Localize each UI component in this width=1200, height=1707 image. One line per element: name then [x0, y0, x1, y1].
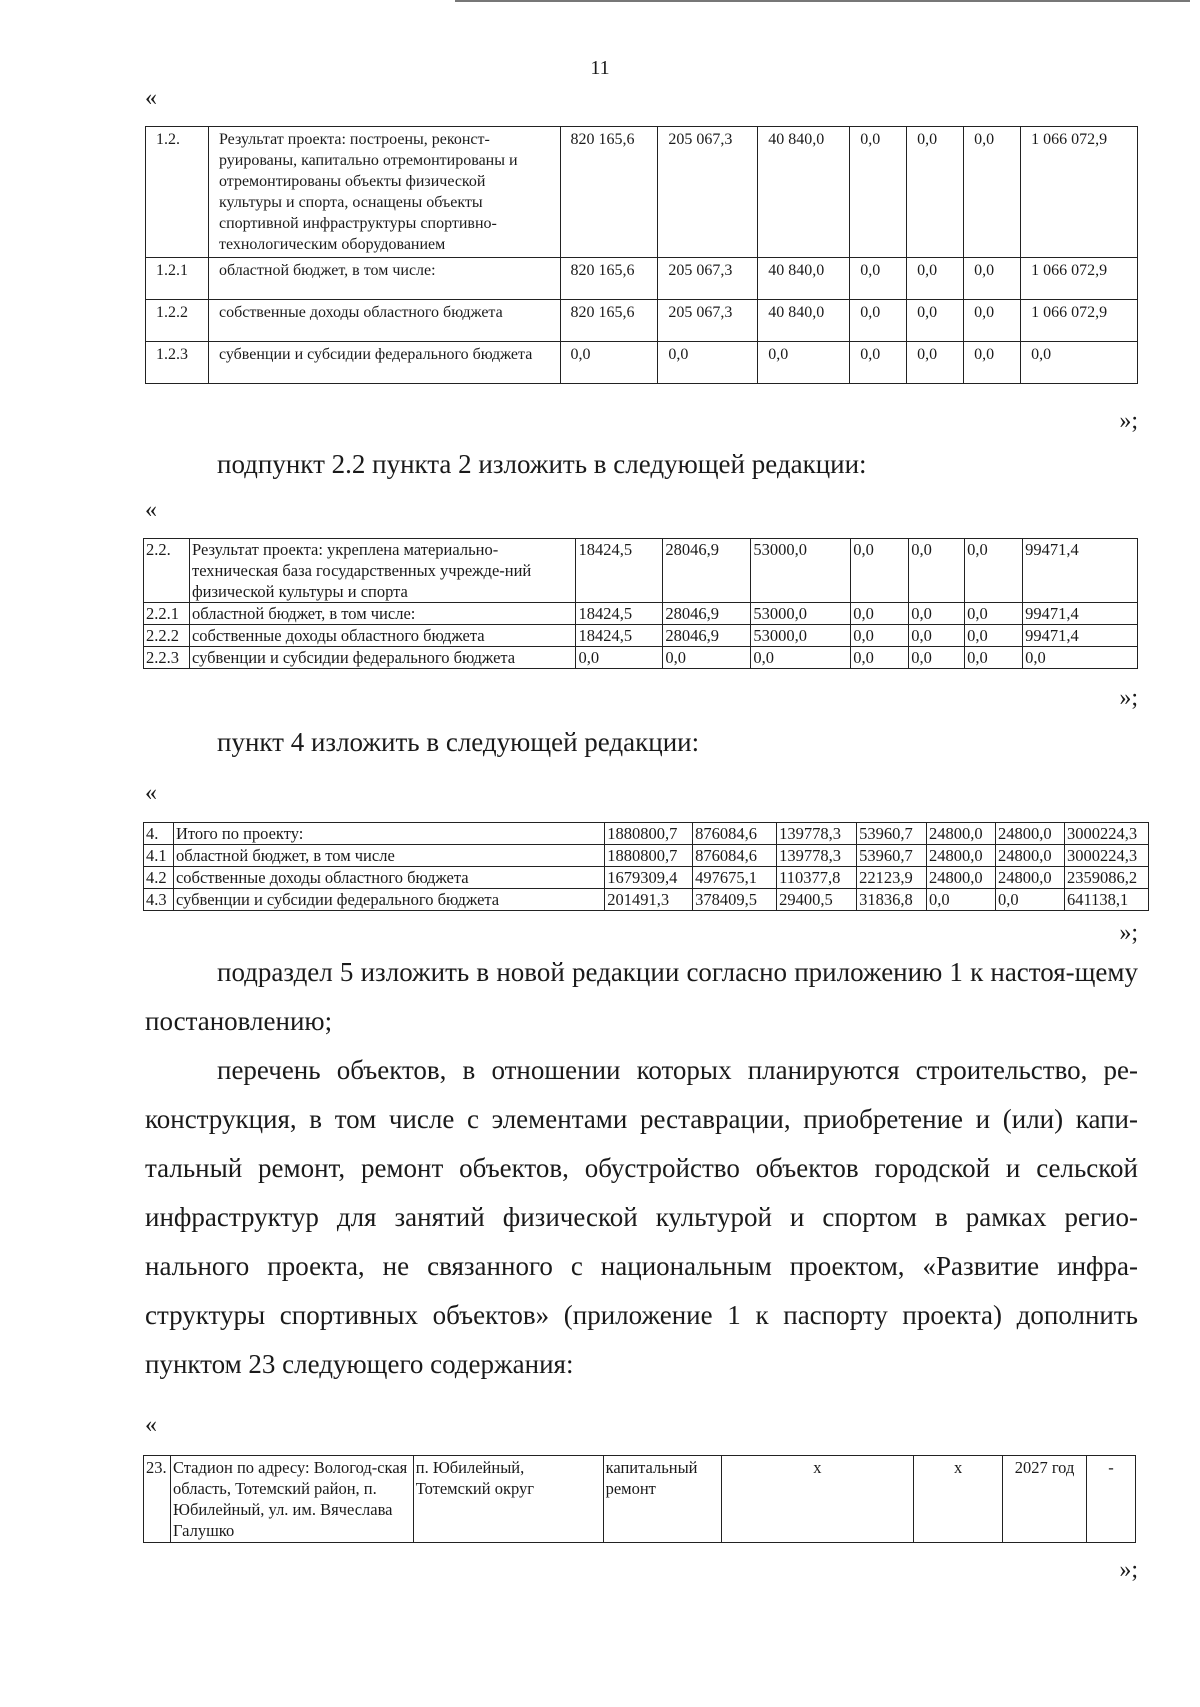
value-cell: 0,0 — [663, 647, 751, 669]
table-row — [144, 1456, 1136, 1543]
value-cell: 1 066 072,9 — [1021, 300, 1138, 342]
table-object-23 — [143, 1455, 1136, 1543]
table-row — [146, 127, 1138, 258]
value-cell: 0,0 — [907, 127, 964, 258]
value-cell: 40 840,0 — [758, 127, 850, 258]
value-cell: 139778,3 — [777, 845, 857, 867]
value-cell: 1 066 072,9 — [1021, 258, 1138, 300]
value-cell: 0,0 — [576, 647, 663, 669]
row-label: субвенции и субсидии федерального бюджета — [208, 342, 560, 384]
paragraph-line: инфраструктур для занятий физической культурой и спортом в рамках регио- — [145, 1202, 1138, 1232]
value-cell: 3000224,3 — [1064, 845, 1148, 867]
table-result-1-2 — [145, 126, 1138, 384]
table-result-2-2 — [143, 538, 1138, 669]
value-cell: 0,0 — [658, 342, 758, 384]
value-cell: 0,0 — [965, 603, 1023, 625]
table-row — [146, 300, 1138, 342]
page-number: 11 — [590, 57, 610, 79]
row-label: субвенции и субсидии федерального бюджета — [189, 647, 575, 669]
table-row — [144, 823, 1149, 845]
value-cell: 53960,7 — [857, 845, 927, 867]
value-cell: 0,0 — [964, 342, 1021, 384]
paragraph-line: структуры спортивных объектов» (приложение 1 к паспорту проекта) дополнить — [145, 1300, 1138, 1330]
value-cell: 18424,5 — [576, 625, 663, 647]
row-label: Результат проекта: укреплена материально-техническая база государственных учрежде-ний физической культуры и спорта — [189, 539, 575, 603]
value-cell: 24800,0 — [996, 867, 1065, 889]
instruction-subsection-5: подраздел 5 изложить в новой редакции согласно приложению 1 к настоя-щему постановлению; — [145, 957, 1138, 1036]
value-cell: 0,0 — [851, 625, 909, 647]
value-cell: 1 066 072,9 — [1021, 127, 1138, 258]
value-cell: 0,0 — [965, 625, 1023, 647]
row-label: собственные доходы областного бюджета — [173, 867, 604, 889]
table-row — [144, 539, 1138, 603]
opening-quote: « — [145, 780, 157, 806]
value-cell: 24800,0 — [927, 867, 996, 889]
work-type: капитальный ремонт — [603, 1456, 721, 1543]
value-cell: 53000,0 — [751, 625, 851, 647]
row-number: 4. — [144, 823, 174, 845]
value-cell: х — [721, 1456, 914, 1543]
table-row — [146, 342, 1138, 384]
object-name: Стадион по адресу: Вологод-ская область, Тотемский район, п. Юбилейный, ул. им. Вячеслава Галушко — [170, 1456, 413, 1543]
value-cell: 0,0 — [851, 603, 909, 625]
value-cell: 0,0 — [751, 647, 851, 669]
value-cell: 24800,0 — [996, 823, 1065, 845]
object-location: п. Юбилейный, Тотемский округ — [413, 1456, 603, 1543]
row-number: 1.2.3 — [146, 342, 209, 384]
value-cell: 0,0 — [1023, 647, 1138, 669]
closing-quote: »; — [1119, 408, 1138, 434]
top-border-line — [455, 0, 1190, 2]
paragraph-line: нального проекта, не связанного с национальным проектом, «Развитие инфра- — [145, 1251, 1138, 1281]
row-label: собственные доходы областного бюджета — [189, 625, 575, 647]
table-row — [146, 258, 1138, 300]
value-cell: 0,0 — [909, 539, 965, 603]
row-number: 4.1 — [144, 845, 174, 867]
value-cell: 0,0 — [965, 539, 1023, 603]
value-cell: 53000,0 — [751, 603, 851, 625]
value-cell: 22123,9 — [857, 867, 927, 889]
paragraph-line: конструкция, в том числе с элементами реставрации, приобретение и (или) капи- — [145, 1104, 1138, 1134]
value-cell: 641138,1 — [1064, 889, 1148, 911]
table-row — [144, 867, 1149, 889]
closing-quote: »; — [1119, 1557, 1138, 1583]
row-number: 1.2.2 — [146, 300, 209, 342]
opening-quote: « — [145, 1412, 157, 1438]
value-cell: 40 840,0 — [758, 300, 850, 342]
value-cell: 0,0 — [850, 127, 907, 258]
paragraph-line: пунктом 23 следующего содержания: — [145, 1349, 574, 1379]
value-cell: 28046,9 — [663, 625, 751, 647]
value-cell: 0,0 — [964, 127, 1021, 258]
value-cell: 18424,5 — [576, 603, 663, 625]
value-cell: 3000224,3 — [1064, 823, 1148, 845]
row-label: Итого по проекту: — [173, 823, 604, 845]
value-cell: 201491,3 — [605, 889, 693, 911]
row-number: 1.2. — [146, 127, 209, 258]
value-cell: 0,0 — [907, 258, 964, 300]
value-cell: 18424,5 — [576, 539, 663, 603]
value-cell: 0,0 — [964, 258, 1021, 300]
row-label: Результат проекта: построены, реконст-руированы, капитально отремонтированы и отремонтированы объекты физической культуры и спорта, оснащены объекты спортивной инфраструктуры спортивно-технологическим оборудованием — [208, 127, 560, 258]
table-row — [144, 647, 1138, 669]
value-cell: 28046,9 — [663, 603, 751, 625]
table-row — [144, 889, 1149, 911]
opening-quote: « — [145, 85, 157, 111]
value-cell: - — [1087, 1456, 1136, 1543]
row-number: 1.2.1 — [146, 258, 209, 300]
table-total — [143, 822, 1149, 911]
paragraph-line: тальный ремонт, ремонт объектов, обустройство объектов городской и сельской — [145, 1153, 1138, 1183]
row-number: 23. — [144, 1456, 171, 1543]
value-cell: 876084,6 — [693, 823, 777, 845]
value-cell: 205 067,3 — [658, 258, 758, 300]
row-number: 2.2.3 — [144, 647, 190, 669]
value-cell: 205 067,3 — [658, 127, 758, 258]
value-cell: 0,0 — [927, 889, 996, 911]
table-row — [144, 603, 1138, 625]
row-label: областной бюджет, в том числе: — [208, 258, 560, 300]
value-cell: 820 165,6 — [560, 258, 658, 300]
closing-quote: »; — [1119, 920, 1138, 946]
value-cell: 0,0 — [909, 603, 965, 625]
value-cell: 0,0 — [907, 300, 964, 342]
value-cell: 53000,0 — [751, 539, 851, 603]
table-row — [144, 845, 1149, 867]
value-cell: 0,0 — [851, 647, 909, 669]
value-cell: 0,0 — [850, 258, 907, 300]
row-number: 2.2.2 — [144, 625, 190, 647]
value-cell: 876084,6 — [693, 845, 777, 867]
value-cell: 0,0 — [560, 342, 658, 384]
paragraph-line: перечень объектов, в отношении которых планируются строительство, ре- — [217, 1055, 1138, 1085]
row-label: субвенции и субсидии федерального бюджета — [173, 889, 604, 911]
value-cell: 0,0 — [850, 342, 907, 384]
value-cell: 497675,1 — [693, 867, 777, 889]
value-cell: 1880800,7 — [605, 845, 693, 867]
value-cell: х — [914, 1456, 1003, 1543]
value-cell: 99471,4 — [1023, 603, 1138, 625]
value-cell: 0,0 — [964, 300, 1021, 342]
row-number: 2.2.1 — [144, 603, 190, 625]
value-cell: 0,0 — [758, 342, 850, 384]
value-cell: 0,0 — [965, 647, 1023, 669]
value-cell: 31836,8 — [857, 889, 927, 911]
row-label: областной бюджет, в том числе — [173, 845, 604, 867]
value-cell: 0,0 — [1021, 342, 1138, 384]
closing-quote: »; — [1119, 685, 1138, 711]
value-cell: 205 067,3 — [658, 300, 758, 342]
instruction-4: пункт 4 изложить в следующей редакции: — [217, 727, 700, 757]
value-cell: 0,0 — [850, 300, 907, 342]
value-cell: 99471,4 — [1023, 625, 1138, 647]
year-cell: 2027 год — [1003, 1456, 1087, 1543]
value-cell: 99471,4 — [1023, 539, 1138, 603]
value-cell: 2359086,2 — [1064, 867, 1148, 889]
instruction-2-2: подпункт 2.2 пункта 2 изложить в следующей редакции: — [217, 449, 867, 479]
value-cell: 0,0 — [851, 539, 909, 603]
value-cell: 0,0 — [907, 342, 964, 384]
table-row — [144, 625, 1138, 647]
value-cell: 0,0 — [996, 889, 1065, 911]
value-cell: 110377,8 — [777, 867, 857, 889]
row-number: 4.2 — [144, 867, 174, 889]
value-cell: 53960,7 — [857, 823, 927, 845]
value-cell: 1880800,7 — [605, 823, 693, 845]
row-label: собственные доходы областного бюджета — [208, 300, 560, 342]
value-cell: 1679309,4 — [605, 867, 693, 889]
value-cell: 820 165,6 — [560, 127, 658, 258]
row-number: 2.2. — [144, 539, 190, 603]
value-cell: 24800,0 — [996, 845, 1065, 867]
value-cell: 139778,3 — [777, 823, 857, 845]
value-cell: 0,0 — [909, 647, 965, 669]
opening-quote: « — [145, 497, 157, 523]
value-cell: 24800,0 — [927, 845, 996, 867]
value-cell: 28046,9 — [663, 539, 751, 603]
row-number: 4.3 — [144, 889, 174, 911]
value-cell: 378409,5 — [693, 889, 777, 911]
value-cell: 24800,0 — [927, 823, 996, 845]
value-cell: 0,0 — [909, 625, 965, 647]
objects-list-paragraph — [145, 1046, 1138, 1389]
value-cell: 820 165,6 — [560, 300, 658, 342]
value-cell: 40 840,0 — [758, 258, 850, 300]
value-cell: 29400,5 — [777, 889, 857, 911]
row-label: областной бюджет, в том числе: — [189, 603, 575, 625]
